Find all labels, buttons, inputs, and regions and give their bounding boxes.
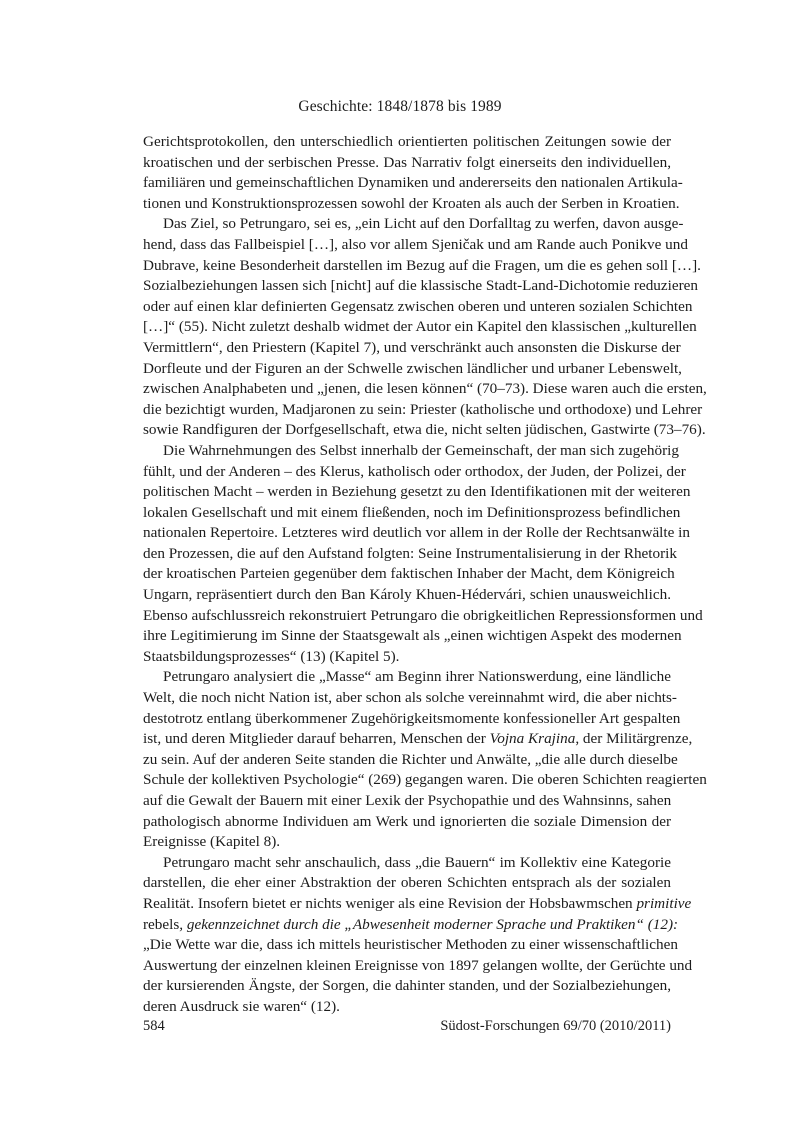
text-line: pathologisch abnorme Individuen am Werk und ignorierten die soziale Dimension der (143, 812, 671, 830)
text-line: Auswertung der einzelnen kleinen Ereignisse von 1897 gelangen wollte, der Gerüchte und (143, 956, 693, 974)
text-line: Petrungaro macht sehr anschaulich, dass „die Bauern“ im Kollektiv eine Kategorie (163, 853, 671, 871)
text-line: die bezichtigt wurden, Madjaronen zu sein: Priester (katholische und orthodoxe) und Lehrer (143, 400, 703, 418)
text-line: Sozialbeziehungen lassen sich [nicht] auf die klassische Stadt-Land-Dichotomie reduzieren (143, 277, 698, 295)
text-line: zu sein. Auf der anderen Seite standen die Richter und Anwälte, „die alle durch dieselbe (143, 750, 678, 768)
text-line: auf die Gewalt der Bauern mit einer Lexik der Psychopathie und des Wahnsinns, sahen (143, 792, 672, 809)
text-line: „Die Wette war die, dass ich mittels heuristischer Methoden zu einer wissenschaftlichen (143, 936, 678, 954)
text-line: lokalen Gesellschaft und mit einem fließenden, noch im Definitionsprozess befindlichen (143, 503, 681, 521)
text-line: Petrungaro analysiert die „Masse“ am Beginn ihrer Nationswerdung, eine ländliche (163, 668, 671, 686)
text-line: ihre Legitimierung im Sinne der Staatsgewalt als „einen wichtigen Aspekt des modernen (143, 627, 682, 645)
text-line: familiären und gemeinschaftlichen Dynamiken und andererseits den nationalen Artikula- (143, 174, 683, 192)
running-head: Geschichte: 1848/1878 bis 1989 (298, 98, 502, 115)
text-line: sowie Randfiguren der Dorfgesellschaft, etwa die, nicht selten jüdischen, Gastwirte (73–76). (143, 421, 706, 439)
text-line: Ereignisse (Kapitel 8). (143, 833, 281, 851)
paragraph (143, 667, 707, 852)
text-line: rebels, gekennzeichnet durch die „Abwesenheit moderner Sprache und Praktiken“ (12): (143, 915, 679, 933)
paragraph (143, 214, 707, 441)
text-line: Dubrave, keine Besonderheit darstellen im Bezug auf die Fragen, um die es gehen soll […]. (143, 256, 701, 274)
text-line: der kroatischen Parteien gegenüber dem faktischen Inhaber der Macht, dem Königreich (143, 565, 675, 583)
paragraph (143, 853, 693, 1018)
text-line: fühlt, und der Anderen – des Klerus, katholisch oder orthodox, der Juden, der Polizei, der (143, 462, 686, 480)
text-line: den Prozessen, die auf den Aufstand folgten: Seine Instrumentalisierung in der Rhetorik (143, 544, 677, 562)
text-line: politischen Macht – werden in Beziehung gesetzt zu den Identifikationen mit der weiteren (143, 483, 691, 501)
text-line: Ebenso aufschlussreich rekonstruiert Petrungaro die obrigkeitlichen Repressionsformen und (143, 606, 703, 624)
journal-citation: Südost-Forschungen 69/70 (2010/2011) (440, 1018, 671, 1034)
text-line: Schule der kollektiven Psychologie“ (269) gegangen waren. Die oberen Schichten reagierten (143, 771, 707, 789)
paragraph (143, 441, 703, 668)
text-line: Welt, die noch nicht Nation ist, aber schon als solche vereinnahmt wird, die aber nichts- (143, 689, 677, 707)
text-line: kroatischen und der serbischen Presse. Das Narrativ folgt einerseits den individuellen, (143, 153, 671, 171)
text-line: Gerichtsprotokollen, den unterschiedlich orientierten politischen Zeitungen sowie der (143, 133, 671, 150)
text-line: Dorfleute und der Figuren an der Schwelle zwischen ländlicher und urbaner Lebenswelt, (143, 359, 682, 377)
text-line: zwischen Analphabeten und „jenen, die lesen können“ (70–73). Diese waren auch die ersten, (143, 380, 707, 398)
text-line: Staatsbildungsprozesses“ (13) (Kapitel 5). (143, 647, 400, 665)
text-line: hend, dass das Fallbeispiel […], also vor allem Sjeničak und am Rande auch Ponikve und (143, 235, 688, 253)
paragraph (143, 132, 683, 214)
text-line: Ungarn, repräsentiert durch den Ban Károly Khuen-Hédervári, schien unausweichlich. (143, 586, 671, 604)
text-line: nationalen Repertoire. Letzteres wird deutlich vor allem in der Rolle der Rechtsanwälte in (143, 524, 690, 542)
text-line: Vermittlern“, den Priestern (Kapitel 7), und verschränkt auch ansonsten die Diskurse der (143, 338, 681, 356)
text-line: Das Ziel, so Petrungaro, sei es, „ein Licht auf den Dorfalltag zu werfen, davon ausge- (163, 215, 684, 233)
text-line: Die Wahrnehmungen des Selbst innerhalb der Gemeinschaft, der man sich zugehörig (163, 441, 679, 459)
text-line: Realität. Insofern bietet er nichts weniger als eine Revision der Hobsbawmschen primitive (143, 894, 692, 912)
page-number: 584 (143, 1018, 165, 1034)
text-line: oder auf einen klar definierten Gegensatz zwischen oberen und unteren sozialen Schichten (143, 297, 693, 315)
text-line: darstellen, die eher einer Abstraktion der oberen Schichten entsprach als der sozialen (143, 874, 671, 892)
body-text (143, 132, 707, 1018)
text-line: destotrotz entlang überkommener Zugehörigkeitsmomente konfessioneller Art gespalten (143, 709, 681, 727)
text-line: der kursierenden Ängste, der Sorgen, die dahinter standen, und der Sozialbeziehungen, (143, 977, 671, 995)
text-line: […]“ (55). Nicht zuletzt deshalb widmet der Autor ein Kapitel den klassischen „kulturellen (143, 318, 697, 336)
page-footer (143, 1018, 671, 1035)
text-line: ist, und deren Mitglieder darauf beharren, Menschen der Vojna Krajina, der Militärgrenze, (143, 730, 693, 748)
text-line: tionen und Konstruktionsprozessen sowohl der Kroaten als auch der Serben in Kroatien. (143, 194, 680, 212)
text-line: deren Ausdruck sie waren“ (12). (143, 997, 340, 1015)
